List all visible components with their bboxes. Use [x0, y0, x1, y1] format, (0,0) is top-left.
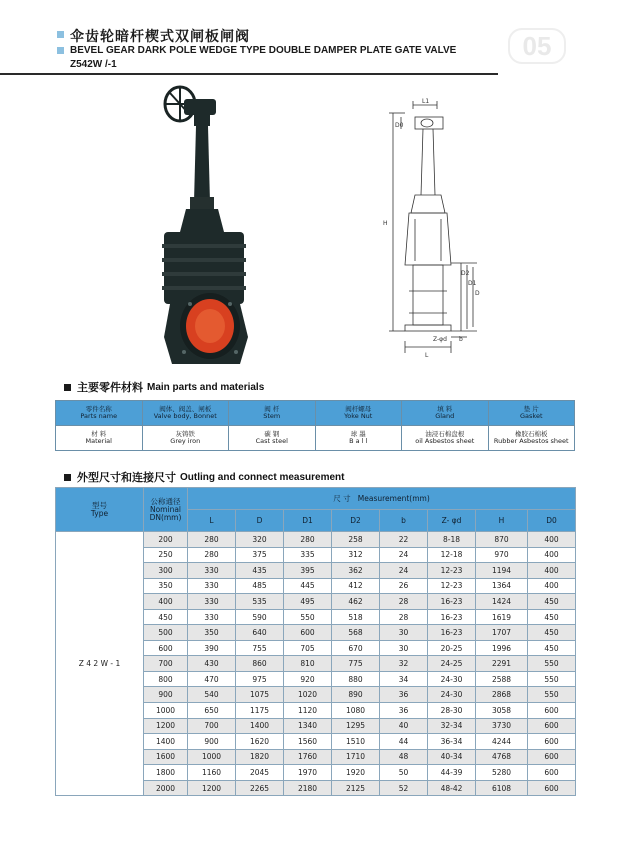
header-square-icon [57, 31, 64, 38]
table-cell: 280 [284, 532, 332, 548]
table-cell: 2125 [332, 780, 380, 796]
table-cell: 590 [236, 609, 284, 625]
table-cell: 12-23 [428, 578, 476, 594]
table-cell: 1400 [144, 734, 188, 750]
table-cell: 300 [144, 563, 188, 579]
dims-section-heading [64, 469, 344, 485]
parts-header-cell: 零件名称 Parts name [56, 401, 143, 426]
parts-material-row [56, 426, 575, 451]
table-cell: 975 [236, 671, 284, 687]
table-cell: 22 [380, 532, 428, 548]
table-cell: 1920 [332, 765, 380, 781]
table-cell: 24 [380, 547, 428, 563]
table-cell: 30 [380, 625, 428, 641]
table-cell: 1560 [284, 734, 332, 750]
table-cell: 350 [144, 578, 188, 594]
table-cell: 28 [380, 609, 428, 625]
table-cell: 24-30 [428, 671, 476, 687]
table-cell: 1200 [188, 780, 236, 796]
table-cell: 900 [144, 687, 188, 703]
table-cell: 1364 [476, 578, 528, 594]
table-cell: 258 [332, 532, 380, 548]
table-cell: 28-30 [428, 703, 476, 719]
table-cell: 3058 [476, 703, 528, 719]
table-cell: 435 [236, 563, 284, 579]
table-cell: 600 [528, 734, 576, 750]
table-cell: 600 [528, 718, 576, 734]
table-cell: 880 [332, 671, 380, 687]
section-square-icon [64, 384, 71, 391]
table-cell: 535 [236, 594, 284, 610]
model-number: Z542W /-1 [70, 59, 117, 70]
table-cell: 450 [528, 609, 576, 625]
dims-header-row-1 [56, 488, 576, 510]
dim-label-b: b [459, 336, 463, 343]
header-rule [0, 73, 498, 75]
table-cell: 390 [188, 640, 236, 656]
column-header: D1 [284, 510, 332, 532]
table-cell: 1340 [284, 718, 332, 734]
table-cell: 5280 [476, 765, 528, 781]
table-cell: 870 [476, 532, 528, 548]
table-cell: 16-23 [428, 609, 476, 625]
parts-material-cell: 灰铸铁 Grey iron [142, 426, 229, 451]
parts-header-cell: 阀 杆 Stem [229, 401, 316, 426]
table-cell: 810 [284, 656, 332, 672]
table-cell: 1760 [284, 749, 332, 765]
table-cell: 550 [528, 656, 576, 672]
table-cell: 1970 [284, 765, 332, 781]
table-cell: 2045 [236, 765, 284, 781]
table-cell: 24-30 [428, 687, 476, 703]
table-cell: 400 [528, 532, 576, 548]
table-cell: 450 [528, 594, 576, 610]
dim-label-d0: D0 [395, 122, 404, 129]
parts-material-cell: 球 墨 B a l l [315, 426, 402, 451]
table-cell: 330 [188, 609, 236, 625]
table-cell: 280 [188, 532, 236, 548]
table-cell: 920 [284, 671, 332, 687]
page-title-cn: 伞齿轮暗杆楔式双闸板闸阀 [70, 29, 250, 45]
table-cell: 600 [528, 749, 576, 765]
parts-material-cell: 油浸石棉盘根 oil Asbestos sheet [402, 426, 489, 451]
dim-label-d: D [475, 290, 480, 297]
gate-valve-technical-drawing [375, 95, 495, 360]
table-cell: 16-23 [428, 625, 476, 641]
parts-section-heading [64, 379, 264, 395]
table-cell: 400 [144, 594, 188, 610]
table-cell: 775 [332, 656, 380, 672]
table-cell: 2588 [476, 671, 528, 687]
dim-label-l: L [425, 352, 429, 359]
table-cell: 48-42 [428, 780, 476, 796]
table-cell: 50 [380, 765, 428, 781]
table-cell: 4244 [476, 734, 528, 750]
column-header: D2 [332, 510, 380, 532]
table-cell: 600 [284, 625, 332, 641]
table-cell: 1175 [236, 703, 284, 719]
table-cell: 20-25 [428, 640, 476, 656]
dim-label-h: H [383, 220, 388, 227]
table-cell: 890 [332, 687, 380, 703]
header-square-icon [57, 47, 64, 54]
column-header: D0 [528, 510, 576, 532]
table-cell: 450 [144, 609, 188, 625]
table-cell: 350 [188, 625, 236, 641]
table-cell: 12-18 [428, 547, 476, 563]
column-header: L [188, 510, 236, 532]
table-cell: 32 [380, 656, 428, 672]
table-cell: 24 [380, 563, 428, 579]
table-cell: 550 [284, 609, 332, 625]
table-cell: 6108 [476, 780, 528, 796]
table-cell: 320 [236, 532, 284, 548]
table-cell: 1800 [144, 765, 188, 781]
table-cell: 36 [380, 687, 428, 703]
table-cell: 2000 [144, 780, 188, 796]
table-cell: 1080 [332, 703, 380, 719]
table-cell: 40-34 [428, 749, 476, 765]
table-cell: 450 [528, 640, 576, 656]
table-cell: 330 [188, 563, 236, 579]
parts-material-cell: 材 料 Material [56, 426, 143, 451]
table-cell: 500 [144, 625, 188, 641]
dims-title-cn: 外型尺寸和连接尺寸 [77, 471, 176, 484]
table-cell: 518 [332, 609, 380, 625]
table-cell: 34 [380, 671, 428, 687]
page-number: 05 [508, 28, 566, 64]
table-cell: 430 [188, 656, 236, 672]
gate-valve-photo [150, 82, 270, 367]
table-cell: 3730 [476, 718, 528, 734]
table-cell: 412 [332, 578, 380, 594]
table-cell: 700 [144, 656, 188, 672]
table-cell: 24-25 [428, 656, 476, 672]
table-cell: 2180 [284, 780, 332, 796]
table-cell: 28 [380, 594, 428, 610]
table-cell: 362 [332, 563, 380, 579]
table-cell: 8-18 [428, 532, 476, 548]
table-cell: 30 [380, 640, 428, 656]
column-header: H [476, 510, 528, 532]
table-cell: 250 [144, 547, 188, 563]
column-header: Z- φd [428, 510, 476, 532]
table-cell: 1424 [476, 594, 528, 610]
table-cell: 470 [188, 671, 236, 687]
table-cell: 36 [380, 703, 428, 719]
table-cell: 450 [528, 625, 576, 641]
table-cell: 900 [188, 734, 236, 750]
table-cell: 330 [188, 578, 236, 594]
table-cell: 4768 [476, 749, 528, 765]
parts-title-cn: 主要零件材料 [77, 381, 143, 394]
table-cell: 1075 [236, 687, 284, 703]
table-cell: 550 [528, 687, 576, 703]
table-cell: 400 [528, 563, 576, 579]
table-cell: 1295 [332, 718, 380, 734]
table-cell: 640 [236, 625, 284, 641]
table-cell: 48 [380, 749, 428, 765]
table-cell: 335 [284, 547, 332, 563]
table-cell: 650 [188, 703, 236, 719]
table-cell: 2868 [476, 687, 528, 703]
table-cell: 1996 [476, 640, 528, 656]
dimensions-table [55, 487, 576, 796]
table-cell: 800 [144, 671, 188, 687]
table-cell: 12-23 [428, 563, 476, 579]
table-cell: 670 [332, 640, 380, 656]
table-cell: 36-34 [428, 734, 476, 750]
table-cell: 860 [236, 656, 284, 672]
page-title-en: BEVEL GEAR DARK POLE WEDGE TYPE DOUBLE DAMPER PLATE GATE VALVE [70, 45, 457, 56]
table-cell: 540 [188, 687, 236, 703]
type-cell: Z 4 2 W - 1 [56, 532, 144, 796]
dim-label-z: Z-φd [433, 336, 447, 343]
table-cell: 1020 [284, 687, 332, 703]
table-cell: 40 [380, 718, 428, 734]
table-cell: 1620 [236, 734, 284, 750]
dn-header: 公称通径 Nominal DN(mm) [144, 488, 188, 532]
table-cell: 600 [528, 780, 576, 796]
table-cell: 495 [284, 594, 332, 610]
table-cell: 1710 [332, 749, 380, 765]
column-header: D [236, 510, 284, 532]
table-cell: 600 [528, 765, 576, 781]
table-cell: 330 [188, 594, 236, 610]
table-cell: 1194 [476, 563, 528, 579]
dim-label-d1: D1 [468, 280, 477, 287]
table-cell: 2291 [476, 656, 528, 672]
table-cell: 312 [332, 547, 380, 563]
table-cell: 1820 [236, 749, 284, 765]
table-cell: 1619 [476, 609, 528, 625]
table-cell: 1400 [236, 718, 284, 734]
table-cell: 395 [284, 563, 332, 579]
parts-header-row [56, 401, 575, 426]
dim-label-l1: L1 [422, 98, 430, 105]
table-cell: 755 [236, 640, 284, 656]
table-cell: 445 [284, 578, 332, 594]
table-cell: 1600 [144, 749, 188, 765]
parts-header-cell: 阀体、阀盖、闸板 Valve body, Bonnet [142, 401, 229, 426]
table-cell: 970 [476, 547, 528, 563]
parts-materials-table [55, 400, 575, 451]
table-cell: 44-39 [428, 765, 476, 781]
table-cell: 1160 [188, 765, 236, 781]
parts-header-cell: 填 料 Gland [402, 401, 489, 426]
table-cell: 705 [284, 640, 332, 656]
parts-material-cell: 碳 钢 Cast steel [229, 426, 316, 451]
table-cell: 550 [528, 671, 576, 687]
table-cell: 700 [188, 718, 236, 734]
table-row [56, 532, 576, 548]
parts-header-cell: 垫 片 Gasket [488, 401, 575, 426]
dims-title-en: Outling and connect measurement [180, 471, 345, 483]
table-cell: 200 [144, 532, 188, 548]
table-cell: 280 [188, 547, 236, 563]
parts-header-cell: 阀杆螺母 Yoke Nut [315, 401, 402, 426]
table-cell: 1707 [476, 625, 528, 641]
table-cell: 1510 [332, 734, 380, 750]
table-cell: 568 [332, 625, 380, 641]
table-cell: 1000 [188, 749, 236, 765]
parts-title-en: Main parts and materials [147, 381, 265, 393]
column-header: b [380, 510, 428, 532]
table-cell: 600 [144, 640, 188, 656]
type-header: 型号 Type [56, 488, 144, 532]
dim-label-d2: D2 [461, 270, 470, 277]
table-cell: 1120 [284, 703, 332, 719]
table-cell: 1200 [144, 718, 188, 734]
table-cell: 400 [528, 578, 576, 594]
section-square-icon [64, 474, 71, 481]
table-cell: 600 [528, 703, 576, 719]
table-cell: 44 [380, 734, 428, 750]
measurement-header: 尺 寸 Measurement(mm) [188, 488, 576, 510]
table-cell: 32-34 [428, 718, 476, 734]
table-cell: 16-23 [428, 594, 476, 610]
table-cell: 400 [528, 547, 576, 563]
table-cell: 462 [332, 594, 380, 610]
table-cell: 485 [236, 578, 284, 594]
table-cell: 52 [380, 780, 428, 796]
table-cell: 26 [380, 578, 428, 594]
table-cell: 2265 [236, 780, 284, 796]
table-cell: 375 [236, 547, 284, 563]
parts-material-cell: 橡胶石棉板 Rubber Asbestos sheet [488, 426, 575, 451]
table-cell: 1000 [144, 703, 188, 719]
